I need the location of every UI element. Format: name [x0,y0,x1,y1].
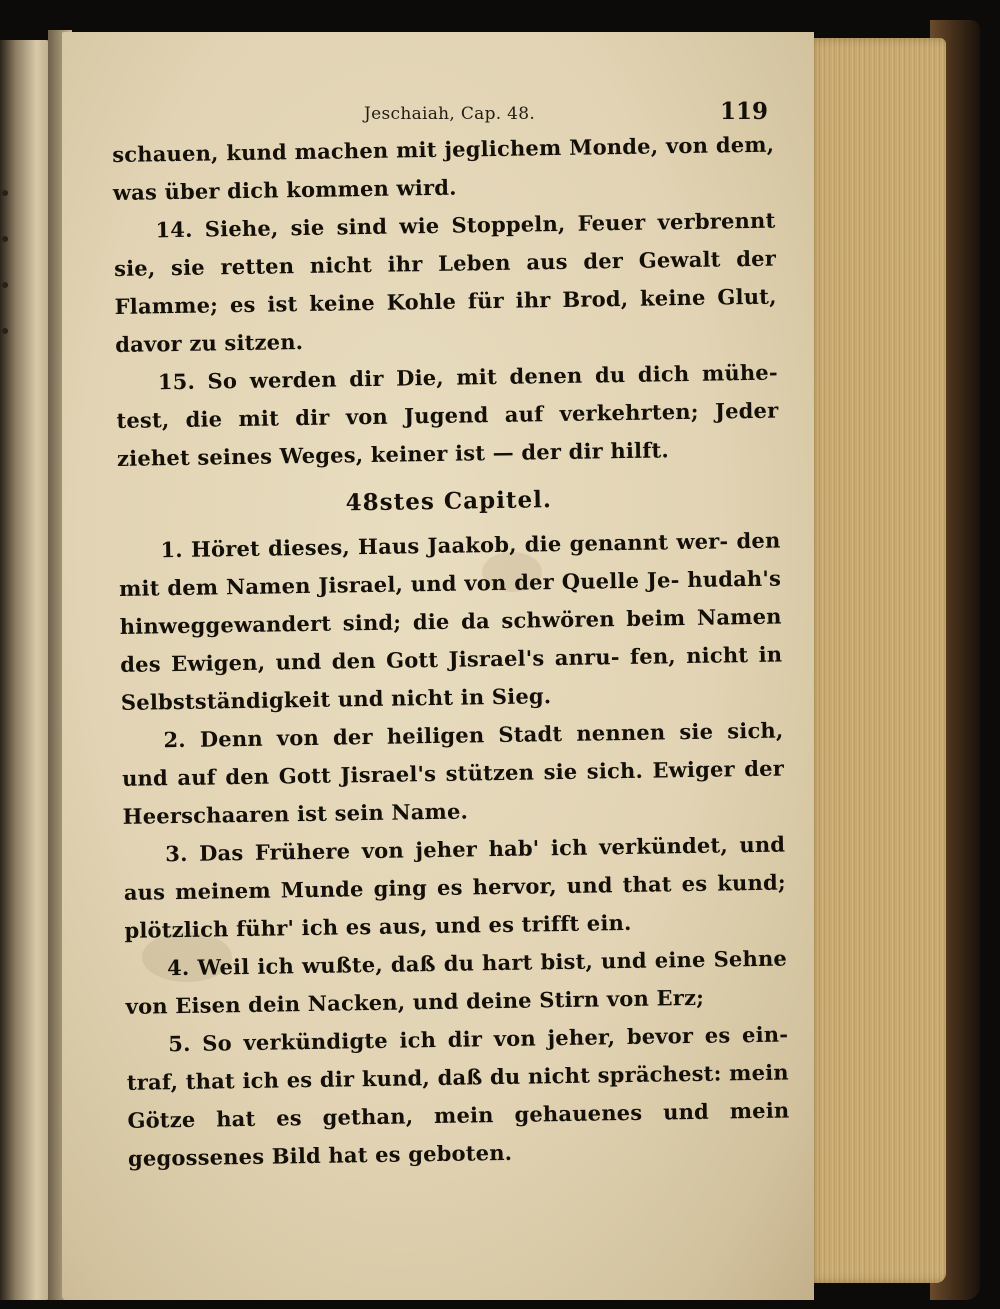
body-text [112,126,790,1178]
verse-3: 3. Das Frühere von jeher hab' ich verkündet, und aus meinem Munde ging es hervor, und that es kund; plötzlich führ' ich es aus, und es trifft ein. [123,831,786,943]
paragraph-continuation: schauen, kund machen mit jeglichem Monde, von dem, was über dich kommen wird. [112,131,775,205]
verse-2: 2. Denn von der heiligen Stadt nennen sie sich, und auf den Gott Jisrael's stützen sie sich. Ewiger der Heerschaaren ist sein Name. [121,717,785,829]
header-title: Jeschaiah, Cap. 48. [364,104,536,124]
left-page-edge [0,40,52,1300]
page-text-block [112,96,792,1178]
verse-4: 4. Weil ich wußte, daß du hart bist, und eine Sehne von Eisen dein Nacken, und deine Stirn von Erz; [125,945,788,1019]
page-fore-edge [806,38,946,1283]
left-page-marks [0,190,12,490]
verse-14: 14. Siehe, sie sind wie Stoppeln, Feuer verbrennt sie, sie retten nicht ihr Leben aus der Gewalt der Flamme; es ist keine Kohle für ihr Brod, keine Glut, davor zu sitzen. [113,207,777,357]
chapter-heading: 48stes Capitel. [345,486,553,517]
verse-15: 15. So werden dir Die, mit denen du dich mühe- test, die mit dir von Jugend auf verkehrten; Jeder ziehet seines Weges, keiner ist — der dir hilft. [116,359,779,471]
page-number: 119 [719,98,768,125]
verse-5: 5. So verkündigte ich dir von jeher, bevor es ein- traf, that ich es dir kund, daß du nicht sprächest: mein Götze hat es gethan, mein gehauenes und mein gegossenes Bild hat es geboten. [126,1021,790,1171]
verse-1: 1. Höret dieses, Haus Jaakob, die genannt wer- den mit dem Namen Jisrael, und von der Quelle Je- hudah's hinweggewandert sind; die da schwören beim Namen des Ewigen, und den Gott Jisrael's anru- fen, nicht in Selbstständigkeit und nicht in Sieg. [118,527,783,715]
